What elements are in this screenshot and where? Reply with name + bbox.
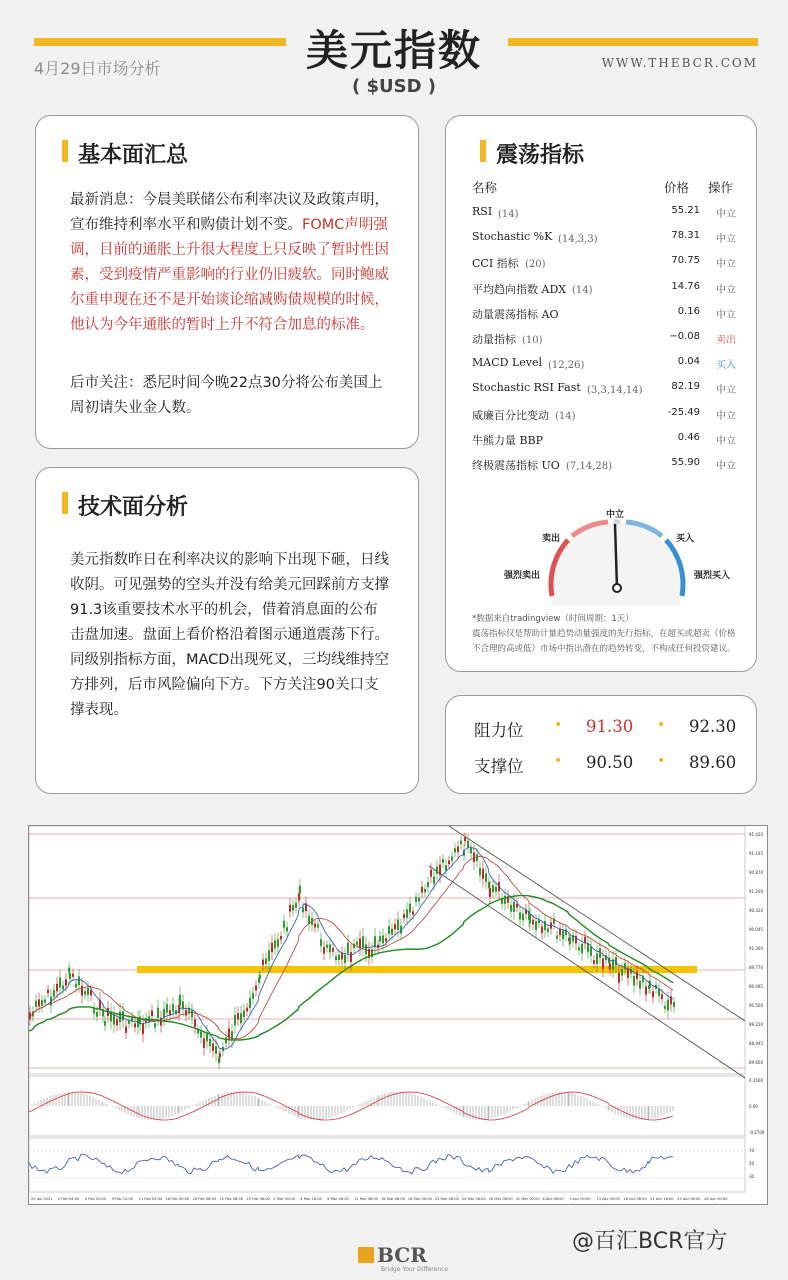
oscillator-row — [472, 225, 742, 250]
bullet-icon: • — [554, 717, 563, 733]
oscillators-title: 震荡指标 — [496, 138, 584, 169]
candle-body — [403, 914, 405, 918]
candle-body — [397, 919, 399, 930]
candle-body — [41, 1000, 43, 1006]
col-header-action: 操作 — [708, 180, 734, 195]
candle-body — [541, 927, 543, 934]
support-1: 90.50 — [586, 753, 634, 772]
price-tick: 89.495 — [749, 984, 763, 989]
oscillator-row — [472, 452, 742, 477]
technical-title: 技术面分析 — [78, 490, 188, 521]
candle-body — [495, 887, 497, 892]
candle-body — [271, 943, 273, 953]
candle-body — [479, 868, 481, 875]
oscillator-row — [472, 326, 742, 351]
price-tick: 90.500 — [749, 1003, 763, 1008]
candle-body — [231, 1031, 233, 1040]
oscillator-name: 动量指标 — [472, 333, 516, 346]
candle-body — [104, 1021, 106, 1026]
candle-body — [329, 944, 331, 952]
resistance-row — [474, 717, 744, 743]
candle-body — [442, 859, 444, 863]
price-tick: 89.600 — [749, 1060, 763, 1065]
oscillator-row — [472, 402, 742, 427]
candle-body — [562, 931, 564, 940]
oscillator-value: −0.08 — [669, 331, 700, 342]
rsi-tick: 30 — [749, 1174, 755, 1179]
price-tick: 90.045 — [749, 927, 763, 932]
candle-body — [323, 947, 325, 954]
candle-body — [454, 848, 456, 852]
candle-body — [409, 904, 411, 913]
oscillator-value: 55.90 — [671, 457, 700, 468]
candle-body — [470, 848, 472, 853]
candle-body — [299, 886, 301, 894]
oscillator-params: (14,3,3) — [558, 234, 598, 246]
price-chart-svg — [29, 826, 767, 1204]
time-tick: 24 Mar 08:00 — [461, 1197, 486, 1201]
bcr-logo-icon — [358, 1247, 374, 1263]
candle-body — [661, 994, 663, 999]
candle-body — [96, 1012, 98, 1017]
candle-body — [268, 950, 270, 961]
candle-body — [489, 888, 491, 897]
price-tick: 91.300 — [749, 946, 763, 951]
oscillator-value: 14.76 — [671, 280, 700, 292]
fundamental-news-highlight: FOMC声明强调，目前的通胀上升很大程度上只反映了暂时性因素，受到疫情严重影响的行业仍旧疲软。同时鲍威尔重申现在还不是开始谈论缩减购债规模的时候，他认为今年通胀的暂时上升不符合加息的标准。 — [70, 217, 389, 333]
candle-body — [215, 1046, 217, 1054]
candle-body — [172, 1004, 174, 1012]
oscillator-params: (14) — [572, 284, 593, 296]
candle-body — [194, 1020, 196, 1028]
candle-body — [209, 1039, 211, 1046]
candle-body — [590, 947, 592, 956]
candle-body — [332, 948, 334, 952]
candle-body — [338, 955, 340, 960]
candle-body — [519, 912, 521, 919]
watermark: @百汇BCR官方 — [572, 1229, 728, 1254]
oscillators-source-note: *数据来自tradingview（时间周期：1天） — [472, 614, 634, 624]
time-tick: 26 Mar 08:00 — [488, 1197, 513, 1201]
oscillator-name: 终极震荡指标 UO — [472, 459, 560, 472]
oscillator-name: CCI 指标 — [472, 257, 519, 271]
candle-body — [191, 1010, 193, 1017]
candle-body — [457, 847, 459, 853]
col-header-price: 价格 — [664, 180, 690, 195]
candle-body — [578, 947, 580, 950]
bcr-logo: BCR — [358, 1243, 427, 1267]
gauge-neutral: 中立 — [606, 510, 625, 520]
time-tick: 16 Mar 08:00 — [381, 1197, 405, 1201]
candle-body — [344, 955, 346, 963]
gauge-strong-buy: 强烈买入 — [694, 571, 731, 581]
gauge-buy: 买入 — [676, 534, 695, 544]
candle-body — [326, 945, 328, 948]
oscillator-value: 0.46 — [677, 431, 700, 443]
candle-body — [439, 865, 441, 876]
candle-body — [529, 915, 531, 924]
candle-body — [602, 958, 604, 968]
candle-body — [510, 905, 512, 912]
time-tick: 22 Feb 08:00 — [219, 1197, 244, 1201]
candle-body — [658, 989, 660, 996]
candle-body — [262, 959, 264, 965]
candle-body — [451, 857, 453, 861]
oscillator-name: MACD Level — [472, 356, 542, 370]
gauge-sell: 卖出 — [542, 534, 561, 544]
fundamental-outlook: 后市关注：悉尼时间今晚22点30分将公布美国上周初请失业金人数。 — [70, 375, 383, 416]
page-title: 美元指数 — [305, 26, 482, 75]
candle-body — [593, 960, 595, 964]
price-tick: 89.770 — [749, 965, 763, 970]
price-tick: 89.220 — [749, 1022, 763, 1027]
time-tick: 2 Feb 04:00 — [57, 1197, 80, 1201]
candle-body — [430, 870, 432, 877]
candle-body — [90, 990, 92, 995]
time-tick: 9 Apr 00:00 — [569, 1197, 591, 1201]
candle-body — [259, 975, 261, 978]
candle-body — [382, 936, 384, 944]
price-tick: 91.145 — [749, 851, 763, 856]
candle-body — [249, 998, 251, 1008]
candle-body — [535, 921, 537, 930]
support-label: 支撑位 — [474, 757, 524, 776]
candle-body — [47, 990, 49, 993]
candle-body — [65, 979, 67, 985]
oscillator-action: 中立 — [716, 309, 736, 321]
candle-body — [667, 1000, 669, 1011]
candle-body — [633, 976, 635, 985]
candle-body — [652, 991, 654, 997]
oscillator-value: 82.19 — [671, 381, 700, 393]
oscillator-action: 中立 — [716, 284, 736, 296]
resistance-1: 91.30 — [586, 717, 634, 736]
candle-body — [154, 1023, 156, 1027]
candle-body — [627, 969, 629, 978]
time-tick: 29 Jan 2021 — [31, 1197, 53, 1201]
oscillator-name: Stochastic %K — [472, 230, 553, 244]
candle-body — [335, 956, 337, 960]
oscillator-params: (20) — [525, 259, 546, 271]
time-tick: 2 Mar 00:00 — [273, 1197, 296, 1201]
time-tick: 9 Mar 08:00 — [327, 1197, 349, 1201]
candle-body — [412, 911, 414, 914]
oscillator-row — [472, 351, 742, 376]
price-tick: 91.420 — [749, 832, 763, 837]
candle-body — [556, 936, 558, 939]
candle-body — [391, 929, 393, 935]
candle-body — [69, 973, 71, 979]
candle-body — [314, 924, 316, 928]
oscillator-action: 中立 — [716, 234, 736, 246]
candle-body — [277, 939, 279, 946]
candle-body — [448, 860, 450, 864]
candle-body — [320, 939, 322, 946]
candle-body — [341, 953, 343, 959]
candle-body — [467, 841, 469, 847]
oscillator-action: 中立 — [716, 410, 736, 422]
rsi-tick: 50 — [749, 1161, 755, 1166]
macd-tick: 0.00 — [749, 1104, 758, 1109]
candle-body — [522, 914, 524, 920]
price-tick: 88.945 — [749, 1041, 763, 1046]
candle-body — [185, 1010, 187, 1016]
candle-body — [203, 1038, 205, 1048]
candle-body — [460, 840, 462, 844]
candle-body — [415, 897, 417, 902]
time-tick: 18 Mar 00:00 — [407, 1197, 432, 1201]
levels-card — [445, 695, 757, 794]
candle-body — [119, 1011, 121, 1022]
candle-body — [78, 976, 80, 985]
oscillator-row — [472, 250, 742, 275]
candle-body — [476, 854, 478, 861]
candle-body — [347, 943, 349, 954]
candle-body — [394, 924, 396, 929]
oscillator-params: (10) — [522, 335, 543, 346]
candle-body — [286, 927, 288, 931]
candle-body — [212, 1044, 214, 1051]
oscillator-name: Stochastic RSI Fast — [472, 381, 581, 395]
technical-text: 美元指数昨日在利率决议的影响下出现下砸，日线收阴。可见强势的空头并没有给美元回踩前方支撑91.3该重要技术水平的机会，借着消息面的公布击盘加速。盘面上看价格沿着图示通道震荡下行。同级别指标方面，MACD出现死叉，三均线维持空方排列，后市风险偏向下方。下方关注90关口支撑表现。 — [70, 552, 389, 718]
candle-body — [464, 837, 466, 841]
candle-body — [317, 925, 319, 928]
fundamental-title: 基本面汇总 — [78, 138, 188, 169]
support-2: 89.60 — [689, 753, 737, 772]
candle-body — [621, 969, 623, 975]
oscillator-params: (12,26) — [548, 360, 585, 372]
candle-body — [87, 988, 89, 995]
candle-body — [385, 938, 387, 942]
candle-body — [246, 1008, 248, 1012]
price-tick: 90.320 — [749, 908, 763, 913]
candle-body — [274, 940, 276, 948]
oscillator-value: 78.31 — [671, 230, 700, 242]
candle-body — [513, 902, 515, 912]
price-tick: 90.870 — [749, 870, 763, 875]
col-header-name: 名称 — [472, 180, 498, 195]
candle-body — [356, 942, 358, 945]
page-subtitle: ( $USD ) — [351, 76, 437, 97]
time-tick: 16 Feb 00:00 — [165, 1197, 190, 1201]
candle-body — [436, 867, 438, 874]
oscillators-disclaimer: 震荡指标仅是帮助计量趋势动量强度的先行指标，在超买或超卖（价格不合理的高或低）市场中指出潜在的趋势转变，不构成任何投资建议。 — [472, 629, 736, 654]
candle-body — [280, 936, 282, 939]
oscillator-row — [472, 301, 742, 326]
oscillator-row — [472, 276, 742, 301]
time-tick: 23 Mar 08:00 — [434, 1197, 459, 1201]
candle-body — [142, 1024, 144, 1035]
candle-body — [255, 985, 257, 990]
candle-body — [59, 977, 61, 987]
bcr-tagline: Bridge Your Difference — [381, 1266, 449, 1273]
oscillator-params: (14) — [498, 209, 519, 220]
candle-body — [636, 971, 638, 979]
macd-tick: 0.1566 — [749, 1078, 763, 1083]
candle-body — [645, 987, 647, 995]
oscillator-action: 中立 — [716, 209, 736, 220]
candle-body — [243, 1010, 245, 1017]
time-tick: 11 Mar 08:00 — [354, 1197, 379, 1201]
rsi-pane — [29, 1138, 745, 1192]
candle-body — [252, 993, 254, 999]
candle-body — [157, 1008, 159, 1018]
candle-body — [664, 1006, 666, 1009]
oscillator-value: 55.21 — [671, 205, 700, 216]
candle-body — [433, 876, 435, 883]
candle-body — [72, 974, 74, 977]
candle-body — [547, 929, 549, 933]
oscillator-params: (7,14,28) — [566, 461, 612, 472]
time-tick: 9 Feb 12:00 — [111, 1197, 134, 1201]
candle-body — [116, 1019, 118, 1025]
candle-body — [62, 986, 64, 990]
time-tick: 11 Feb 04:00 — [138, 1197, 163, 1201]
fundamental-news-lead: 最新消息：今晨美联储公布利率决议及政策声明，宣布维持利率水平和购债计划不变。 — [70, 192, 389, 233]
fundamental-news — [70, 188, 392, 338]
site-url[interactable]: WWW.THEBCR.COM — [601, 56, 758, 70]
candle-body — [84, 991, 86, 994]
price-chart — [28, 825, 768, 1205]
candle-body — [166, 1004, 168, 1013]
technical-card — [35, 467, 419, 794]
oscillator-value: 0.16 — [677, 305, 700, 317]
candle-body — [81, 986, 83, 996]
candle-body — [295, 903, 297, 908]
resistance-2: 92.30 — [689, 717, 737, 736]
analysis-date: 4月29日市场分析 — [34, 59, 161, 78]
candle-body — [179, 995, 181, 1006]
candle-body — [53, 990, 55, 997]
bullet-icon: • — [554, 753, 563, 769]
oscillator-row — [472, 427, 742, 452]
oscillator-action: 中立 — [716, 385, 736, 397]
oscillators-card — [445, 115, 757, 672]
time-tick: 13 Apr 00:00 — [596, 1197, 620, 1201]
candle-body — [35, 1001, 37, 1007]
candle-body — [485, 873, 487, 881]
candle-body — [225, 1037, 227, 1043]
candle-body — [75, 984, 77, 988]
time-tick: 16 Apr 08:00 — [623, 1197, 647, 1201]
oscillator-action: 买入 — [716, 360, 736, 372]
price-tick: 91.200 — [749, 889, 763, 894]
oscillator-value: 0.04 — [677, 356, 700, 368]
oscillator-action: 中立 — [716, 461, 736, 472]
oscillator-action: 中立 — [716, 259, 736, 271]
time-tick: 4 Feb 20:00 — [84, 1197, 107, 1201]
oscillator-name: RSI — [472, 205, 493, 218]
time-tick: 6 Apr 08:00 — [542, 1197, 564, 1201]
resistance-label: 阻力位 — [474, 721, 524, 740]
candle-body — [169, 1010, 171, 1015]
candle-body — [151, 1010, 153, 1016]
candle-body — [283, 921, 285, 928]
macd-tick: -0.2709 — [749, 1130, 765, 1135]
candle-body — [234, 1015, 236, 1025]
candle-body — [379, 936, 381, 941]
candle-body — [532, 920, 534, 925]
candle-body — [482, 869, 484, 879]
candle-body — [125, 1027, 127, 1033]
oscillator-name: 威廉百分比变动 — [472, 408, 549, 422]
candle-body — [406, 909, 408, 917]
candle-body — [289, 905, 291, 912]
oscillator-name: 平均趋向指数 ADX — [472, 282, 567, 296]
time-tick: 18 Feb 08:00 — [192, 1197, 217, 1201]
bullet-icon: • — [657, 753, 666, 769]
candle-body — [68, 968, 70, 973]
candle-body — [427, 882, 429, 887]
fundamental-card — [35, 115, 419, 449]
candle-body — [365, 945, 367, 955]
candle-body — [673, 1002, 675, 1007]
candle-body — [350, 952, 352, 962]
candle-body — [374, 936, 376, 946]
candle-body — [421, 887, 423, 893]
oscillator-row — [472, 200, 742, 225]
time-tick: 28 Apr 00:00 — [704, 1197, 728, 1201]
oscillator-row — [472, 376, 742, 401]
oscillator-name: 动量震荡指标 AO — [472, 307, 559, 321]
oscillator-name: 牛熊力量 BBP — [472, 433, 544, 447]
candle-body — [38, 999, 40, 1006]
candle-body — [569, 937, 571, 944]
time-tick: 31 Mar 00:00 — [515, 1197, 540, 1201]
candle-body — [359, 938, 361, 948]
candle-body — [56, 984, 58, 991]
candle-body — [302, 907, 304, 912]
candle-body — [609, 963, 611, 969]
candle-body — [516, 904, 518, 908]
candle-body — [492, 885, 494, 892]
time-tick: 25 Feb 08:00 — [246, 1197, 270, 1201]
oscillator-action: 卖出 — [716, 335, 736, 346]
oscillator-value: -25.49 — [667, 406, 700, 418]
candle-body — [362, 936, 364, 947]
candle-body — [639, 981, 641, 989]
candle-body — [424, 889, 426, 892]
macd-pane — [29, 1076, 745, 1136]
candle-body — [388, 926, 390, 934]
candle-body — [134, 1023, 136, 1027]
candle-body — [200, 1032, 202, 1038]
time-tick: 23 Apr 08:00 — [677, 1197, 701, 1201]
candle-body — [618, 973, 620, 983]
oscillator-action: 中立 — [716, 435, 736, 447]
candle-body — [219, 1053, 221, 1057]
time-tick: 21 Apr 16:00 — [650, 1197, 674, 1201]
candle-body — [44, 999, 46, 1002]
candle-body — [581, 944, 583, 953]
candle-body — [418, 897, 420, 901]
candle-body — [292, 905, 294, 910]
oscillator-value: 70.75 — [671, 255, 700, 267]
bullet-icon: • — [657, 717, 666, 733]
candle-body — [265, 958, 267, 964]
candle-body — [237, 1013, 239, 1020]
time-tick: 4 Mar 16:00 — [300, 1197, 322, 1201]
oscillator-params: (3,3,14,14) — [587, 385, 643, 397]
candle-body — [137, 1018, 139, 1027]
candle-body — [596, 953, 598, 964]
rsi-tick: 70 — [749, 1148, 755, 1153]
oscillator-params: (14) — [555, 410, 576, 422]
support-row — [474, 753, 744, 779]
gauge-strong-sell: 强烈卖出 — [504, 571, 541, 581]
candle-body — [240, 1013, 242, 1023]
